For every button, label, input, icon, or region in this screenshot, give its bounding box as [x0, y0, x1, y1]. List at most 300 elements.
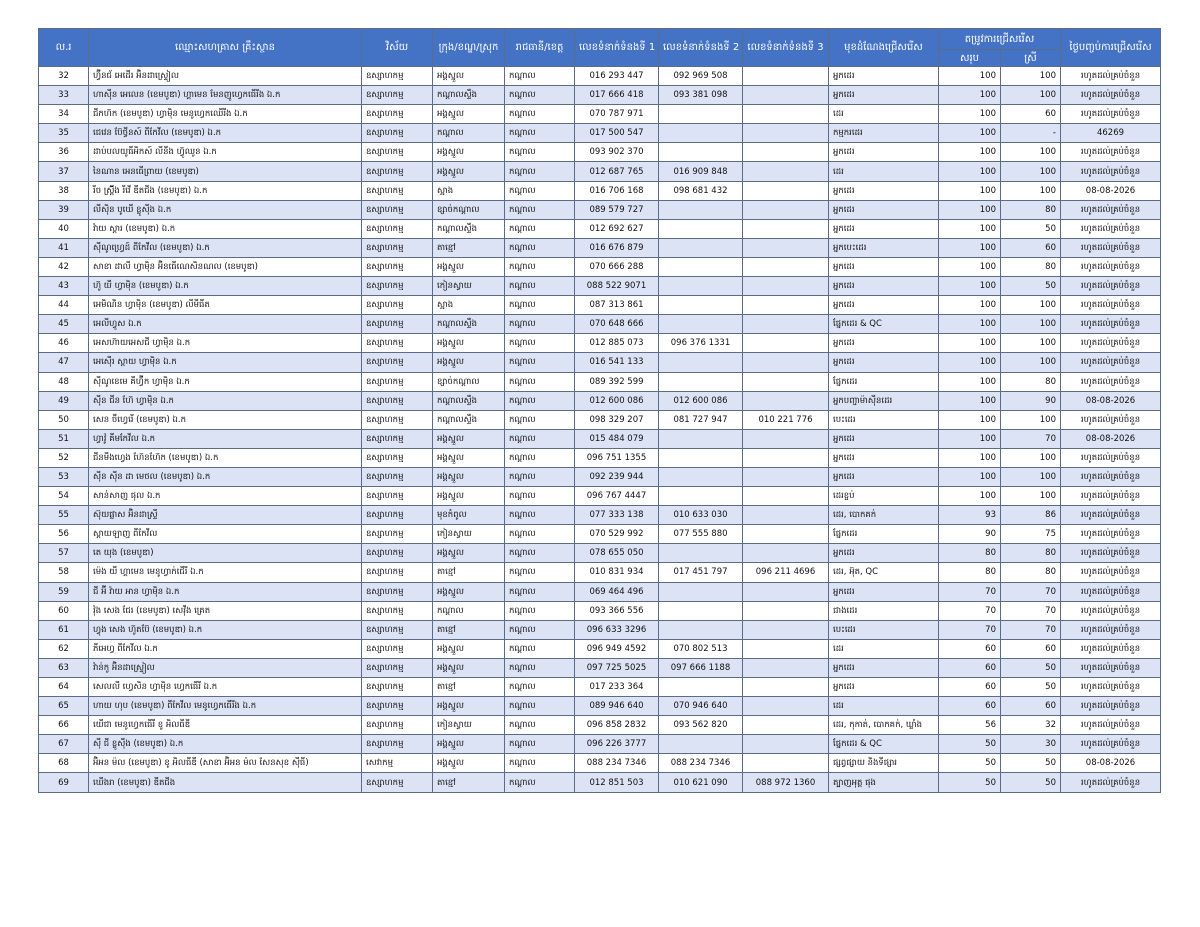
cell-phone-3	[743, 582, 829, 601]
table-row	[39, 639, 1161, 658]
cell-phone-3: 010 221 776	[743, 410, 829, 429]
cell-female: 50	[1001, 754, 1061, 773]
cell-district: អង្គស្នួល	[433, 143, 505, 162]
cell-phone-3	[743, 487, 829, 506]
cell-deadline: រហូតដល់គ្រប់ចំនួន	[1061, 525, 1161, 544]
cell-deadline: រហូតដល់គ្រប់ចំនួន	[1061, 86, 1161, 105]
cell-phone-2	[659, 200, 743, 219]
cell-female: 100	[1001, 86, 1061, 105]
cell-deadline: រហូតដល់គ្រប់ចំនួន	[1061, 372, 1161, 391]
cell-company: ស៊ីន ជីន ហ៊ែ ហ្វាម៉ិន ឯ.ក	[89, 391, 362, 410]
cell-phone-3	[743, 277, 829, 296]
cell-phone-2: 098 681 432	[659, 181, 743, 200]
cell-deadline: រហូតដល់គ្រប់ចំនួន	[1061, 697, 1161, 716]
cell-total: 60	[939, 678, 1001, 697]
cell-phone-3	[743, 181, 829, 200]
cell-no: 53	[39, 467, 89, 486]
cell-province: កណ្ដាល	[505, 448, 575, 467]
cell-phone-3	[743, 716, 829, 735]
cell-phone-2: 070 802 513	[659, 639, 743, 658]
cell-position: ផ្សព្វផ្សាយ និងទីផ្សារ	[829, 754, 939, 773]
table-row	[39, 334, 1161, 353]
cell-no: 68	[39, 754, 89, 773]
cell-company: ជី អ៊ី វ៉ាយ អាន ហ្វាម៉ិន ឯ.ក	[89, 582, 362, 601]
cell-phone-3	[743, 544, 829, 563]
cell-province: កណ្ដាល	[505, 429, 575, 448]
cell-female: 100	[1001, 487, 1061, 506]
cell-district: អង្គស្នួល	[433, 754, 505, 773]
cell-district: តាខ្មៅ	[433, 773, 505, 792]
cell-total: 100	[939, 487, 1001, 506]
cell-total: 56	[939, 716, 1001, 735]
cell-phone-3	[743, 353, 829, 372]
cell-province: កណ្ដាល	[505, 143, 575, 162]
cell-province: កណ្ដាល	[505, 620, 575, 639]
header-phone-3: លេខទំនាក់ទំនងទី 3	[743, 29, 829, 67]
cell-phone-1: 096 751 1355	[575, 448, 659, 467]
cell-position: អ្នកដេរ	[829, 86, 939, 105]
cell-total: 100	[939, 143, 1001, 162]
cell-female: 70	[1001, 620, 1061, 639]
cell-phone-1: 097 725 5025	[575, 658, 659, 677]
table-row	[39, 467, 1161, 486]
cell-phone-3	[743, 315, 829, 334]
cell-position: ដេរ	[829, 639, 939, 658]
cell-district: តាខ្មៅ	[433, 678, 505, 697]
header-total: សរុប	[939, 50, 1001, 67]
cell-deadline: រហូតដល់គ្រប់ចំនួន	[1061, 143, 1161, 162]
cell-company: សាខា ដាលី ហ្វាម៉ិន អ៊ិនធើណេសិនណល (ខេមបូឌា)	[89, 257, 362, 276]
cell-phone-3	[743, 219, 829, 238]
cell-total: 80	[939, 544, 1001, 563]
cell-company: ហ្វុង សេង ហ៊ូតប៊ែ (ខេមបូឌា) ឯ.ក	[89, 620, 362, 639]
cell-phone-3	[743, 506, 829, 525]
cell-province: កណ្ដាល	[505, 391, 575, 410]
cell-district: ស្អាង	[433, 181, 505, 200]
cell-phone-1: 089 946 640	[575, 697, 659, 716]
cell-no: 38	[39, 181, 89, 200]
cell-district: អង្គស្នួល	[433, 697, 505, 716]
header-female: ស្រី	[1001, 50, 1061, 67]
cell-sector: ឧស្សាហកម្ម	[362, 162, 433, 181]
cell-female: 90	[1001, 391, 1061, 410]
cell-phone-2: 010 633 030	[659, 506, 743, 525]
cell-position: ផ្នែកដេរ	[829, 372, 939, 391]
table-row	[39, 86, 1161, 105]
cell-total: 60	[939, 639, 1001, 658]
cell-sector: ឧស្សាហកម្ម	[362, 353, 433, 372]
cell-deadline: រហូតដល់គ្រប់ចំនួន	[1061, 219, 1161, 238]
table-row	[39, 67, 1161, 86]
cell-position: អ្នកដេរ	[829, 277, 939, 296]
cell-phone-1: 087 313 861	[575, 296, 659, 315]
cell-phone-1: 070 666 288	[575, 257, 659, 276]
cell-district: អង្គស្នួល	[433, 162, 505, 181]
cell-sector: ឧស្សាហកម្ម	[362, 773, 433, 792]
cell-district: កៀនស្វាយ	[433, 277, 505, 296]
cell-deadline: រហូតដល់គ្រប់ចំនួន	[1061, 200, 1161, 219]
cell-company: សេន ចឺហ្វេរើ (ខេមបូឌា) ឯ.ក	[89, 410, 362, 429]
cell-total: 100	[939, 353, 1001, 372]
cell-province: កណ្ដាល	[505, 563, 575, 582]
cell-sector: ឧស្សាហកម្ម	[362, 86, 433, 105]
cell-position: ត្បាញអុត្ត ផុង	[829, 773, 939, 792]
cell-company: តេ យុង (ខេមបូឌា)	[89, 544, 362, 563]
cell-deadline: រហូតដល់គ្រប់ចំនួន	[1061, 353, 1161, 372]
cell-sector: ឧស្សាហកម្ម	[362, 372, 433, 391]
cell-sector: ឧស្សាហកម្ម	[362, 448, 433, 467]
cell-province: កណ្ដាល	[505, 678, 575, 697]
cell-no: 54	[39, 487, 89, 506]
recruitment-table	[38, 28, 1161, 793]
cell-no: 55	[39, 506, 89, 525]
cell-female: 60	[1001, 697, 1061, 716]
cell-no: 49	[39, 391, 89, 410]
cell-total: 100	[939, 296, 1001, 315]
cell-female: 80	[1001, 372, 1061, 391]
cell-total: 100	[939, 86, 1001, 105]
cell-province: កណ្ដាល	[505, 372, 575, 391]
cell-female: 100	[1001, 67, 1061, 86]
cell-phone-3	[743, 525, 829, 544]
cell-province: កណ្ដាល	[505, 773, 575, 792]
cell-deadline: រហូតដល់គ្រប់ចំនួន	[1061, 544, 1161, 563]
cell-no: 52	[39, 448, 89, 467]
cell-province: កណ្ដាល	[505, 277, 575, 296]
cell-sector: ឧស្សាហកម្ម	[362, 467, 433, 486]
cell-phone-2: 096 376 1331	[659, 334, 743, 353]
cell-total: 100	[939, 448, 1001, 467]
cell-phone-2	[659, 143, 743, 162]
table-row	[39, 296, 1161, 315]
cell-district: អង្គស្នួល	[433, 353, 505, 372]
cell-deadline: 46269	[1061, 124, 1161, 143]
cell-sector: ឧស្សាហកម្ម	[362, 639, 433, 658]
cell-district: ខ្សាច់កណ្ដាល	[433, 372, 505, 391]
header-phone-1: លេខទំនាក់ទំនងទី 1	[575, 29, 659, 67]
table-row	[39, 143, 1161, 162]
table-row	[39, 410, 1161, 429]
cell-position: អ្នកដេរ	[829, 219, 939, 238]
cell-sector: ឧស្សាហកម្ម	[362, 181, 433, 200]
cell-province: កណ្ដាល	[505, 487, 575, 506]
table-header	[39, 29, 1161, 67]
cell-deadline: រហូតដល់គ្រប់ចំនួន	[1061, 506, 1161, 525]
cell-sector: ឧស្សាហកម្ម	[362, 238, 433, 257]
cell-province: កណ្ដាល	[505, 467, 575, 486]
cell-deadline: រហូតដល់គ្រប់ចំនួន	[1061, 67, 1161, 86]
cell-phone-1: 077 333 138	[575, 506, 659, 525]
cell-female: 60	[1001, 639, 1061, 658]
cell-phone-3	[743, 620, 829, 639]
cell-position: អ្នកដេរ	[829, 181, 939, 200]
cell-no: 32	[39, 67, 89, 86]
cell-phone-1: 093 366 556	[575, 601, 659, 620]
cell-company: ស៊ី ជី ខ្លូស៊ីង (ខេមបូឌា) ឯ.ក	[89, 735, 362, 754]
cell-female: 100	[1001, 181, 1061, 200]
cell-position: អ្នកដេរ	[829, 200, 939, 219]
cell-company: វ៉ាយ ស្តារ (ខេមបូឌា) ឯ.ក	[89, 219, 362, 238]
cell-company: ហ៊ូ យី ហ្វាម៉ិន (ខេមបូឌា) ឯ.ក	[89, 277, 362, 296]
cell-phone-2: 077 555 880	[659, 525, 743, 544]
cell-province: កណ្ដាល	[505, 296, 575, 315]
cell-total: 100	[939, 200, 1001, 219]
cell-deadline: 08-08-2026	[1061, 429, 1161, 448]
cell-phone-3	[743, 124, 829, 143]
cell-company: អេលីហ្វូស ឯ.ក	[89, 315, 362, 334]
cell-phone-2	[659, 582, 743, 601]
cell-deadline: រហូតដល់គ្រប់ចំនួន	[1061, 296, 1161, 315]
cell-sector: ឧស្សាហកម្ម	[362, 735, 433, 754]
table-row	[39, 353, 1161, 372]
cell-deadline: រហូតដល់គ្រប់ចំនួន	[1061, 487, 1161, 506]
cell-province: កណ្ដាល	[505, 410, 575, 429]
cell-total: 80	[939, 563, 1001, 582]
cell-deadline: រហូតដល់គ្រប់ចំនួន	[1061, 315, 1161, 334]
cell-total: 90	[939, 525, 1001, 544]
cell-province: កណ្ដាល	[505, 716, 575, 735]
cell-company: ស៊ីណូហ្វ្រេដ៍ ពីកែវីល (ខេមបូឌា) ឯ.ក	[89, 238, 362, 257]
cell-female: 100	[1001, 353, 1061, 372]
table-row	[39, 372, 1161, 391]
cell-province: កណ្ដាល	[505, 86, 575, 105]
cell-deadline: រហូតដល់គ្រប់ចំនួន	[1061, 105, 1161, 124]
cell-phone-2: 012 600 086	[659, 391, 743, 410]
cell-phone-2: 088 234 7346	[659, 754, 743, 773]
cell-phone-2: 092 969 508	[659, 67, 743, 86]
cell-total: 100	[939, 67, 1001, 86]
cell-total: 60	[939, 658, 1001, 677]
cell-phone-1: 012 687 765	[575, 162, 659, 181]
cell-phone-1: 089 579 727	[575, 200, 659, 219]
cell-phone-1: 012 692 627	[575, 219, 659, 238]
table-row	[39, 582, 1161, 601]
table-row	[39, 238, 1161, 257]
cell-sector: ឧស្សាហកម្ម	[362, 678, 433, 697]
cell-no: 57	[39, 544, 89, 563]
cell-female: 100	[1001, 334, 1061, 353]
cell-phone-2: 093 381 098	[659, 86, 743, 105]
cell-position: ដេរ, អ៊ុត, QC	[829, 563, 939, 582]
cell-no: 37	[39, 162, 89, 181]
cell-deadline: រហូតដល់គ្រប់ចំនួន	[1061, 277, 1161, 296]
cell-position: អ្នកដេរ	[829, 67, 939, 86]
cell-phone-3	[743, 238, 829, 257]
cell-sector: ឧស្សាហកម្ម	[362, 257, 433, 276]
cell-company: នៃណាន អេនធើព្រាយ (ខេមបូឌា)	[89, 162, 362, 181]
cell-position: អ្នកដេរ	[829, 582, 939, 601]
cell-district: តាខ្មៅ	[433, 563, 505, 582]
cell-sector: ឧស្សាហកម្ម	[362, 487, 433, 506]
cell-phone-2	[659, 277, 743, 296]
table-row	[39, 315, 1161, 334]
header-position: មុខដំណែងជ្រើសរើស	[829, 29, 939, 67]
cell-phone-1: 088 234 7346	[575, 754, 659, 773]
cell-position: អ្នកដេរ	[829, 257, 939, 276]
cell-phone-1: 017 666 418	[575, 86, 659, 105]
table-row	[39, 773, 1161, 792]
cell-no: 50	[39, 410, 89, 429]
cell-phone-3: 096 211 4696	[743, 563, 829, 582]
cell-no: 51	[39, 429, 89, 448]
cell-phone-2	[659, 372, 743, 391]
table-row	[39, 678, 1161, 697]
cell-phone-2	[659, 105, 743, 124]
cell-sector: ឧស្សាហកម្ម	[362, 506, 433, 525]
table-row	[39, 219, 1161, 238]
cell-total: 100	[939, 334, 1001, 353]
cell-deadline: រហូតដល់គ្រប់ចំនួន	[1061, 257, 1161, 276]
cell-district: កណ្ដាលស្ទឹង	[433, 86, 505, 105]
table-row	[39, 200, 1161, 219]
cell-sector: ឧស្សាហកម្ម	[362, 582, 433, 601]
cell-position: អ្នកដេរ	[829, 429, 939, 448]
cell-no: 48	[39, 372, 89, 391]
cell-female: 60	[1001, 238, 1061, 257]
table-row	[39, 391, 1161, 410]
cell-no: 43	[39, 277, 89, 296]
cell-position: ដេរ	[829, 105, 939, 124]
cell-phone-3	[743, 429, 829, 448]
cell-company: យើជា មេនូហ្វេកធើរី ខូ អិលធីឌី	[89, 716, 362, 735]
cell-sector: ឧស្សាហកម្ម	[362, 315, 433, 334]
cell-female: 50	[1001, 773, 1061, 792]
cell-position: អ្នកដេរ	[829, 467, 939, 486]
cell-sector: ឧស្សាហកម្ម	[362, 219, 433, 238]
cell-province: កណ្ដាល	[505, 219, 575, 238]
cell-no: 56	[39, 525, 89, 544]
cell-phone-3	[743, 105, 829, 124]
cell-phone-1: 017 233 364	[575, 678, 659, 697]
cell-province: កណ្ដាល	[505, 639, 575, 658]
cell-position: ដេរ, កុកាត់, បោកគក់, ឃ្លាំង	[829, 716, 939, 735]
cell-district: កណ្ដាល	[433, 601, 505, 620]
cell-position: អ្នកដេរ	[829, 678, 939, 697]
cell-province: កណ្ដាល	[505, 181, 575, 200]
cell-phone-2: 093 562 820	[659, 716, 743, 735]
cell-district: អង្គស្នួល	[433, 467, 505, 486]
cell-sector: ឧស្សាហកម្ម	[362, 697, 433, 716]
cell-phone-3	[743, 257, 829, 276]
header-province: រាជធានី/ខេត្ត	[505, 29, 575, 67]
cell-deadline: រហូតដល់គ្រប់ចំនួន	[1061, 620, 1161, 639]
cell-phone-2	[659, 448, 743, 467]
cell-phone-3	[743, 372, 829, 391]
cell-position: បេះដេរ	[829, 410, 939, 429]
cell-company: វ៉ុង សេង ជែរ (ខេមបូឌា) សេវ៉ីង គ្រេត	[89, 601, 362, 620]
cell-phone-1: 012 885 073	[575, 334, 659, 353]
cell-district: អង្គស្នួល	[433, 582, 505, 601]
cell-deadline: រហូតដល់គ្រប់ចំនួន	[1061, 773, 1161, 792]
cell-sector: សេវាកម្ម	[362, 754, 433, 773]
cell-district: កណ្ដាលស្ទឹង	[433, 315, 505, 334]
table-row	[39, 277, 1161, 296]
cell-female: 50	[1001, 658, 1061, 677]
cell-phone-2: 017 451 797	[659, 563, 743, 582]
cell-company: ស្តាយឡាញ ពីកែវីល	[89, 525, 362, 544]
cell-no: 39	[39, 200, 89, 219]
cell-company: ដាប់បលយូធីអិកស៍ លីនីង ហ៊្វូឈូន ឯ.ក	[89, 143, 362, 162]
cell-phone-2	[659, 296, 743, 315]
cell-phone-2	[659, 315, 743, 334]
cell-deadline: រហូតដល់គ្រប់ចំនួន	[1061, 658, 1161, 677]
cell-no: 65	[39, 697, 89, 716]
table-body	[39, 67, 1161, 793]
cell-company: សាន់សាញ ផុល ឯ.ក	[89, 487, 362, 506]
table-row	[39, 601, 1161, 620]
cell-phone-2: 081 727 947	[659, 410, 743, 429]
cell-position: ផ្នែកដេរ	[829, 525, 939, 544]
cell-total: 100	[939, 429, 1001, 448]
cell-company: ហាយ ហុប (ខេមបូឌា) ពីកែវីល មេនូហ្វេកធើរីង ឯ.ក	[89, 697, 362, 716]
cell-female: 100	[1001, 467, 1061, 486]
cell-female: 100	[1001, 143, 1061, 162]
cell-company: ហាស៊ីន អេលេន (ខេមបូឌា) ហ្គាមេន មែនញូហ្វេកធើរីង ឯ.ក	[89, 86, 362, 105]
cell-no: 42	[39, 257, 89, 276]
cell-province: កណ្ដាល	[505, 658, 575, 677]
cell-phone-3	[743, 754, 829, 773]
cell-phone-3	[743, 448, 829, 467]
header-no: ល.រ	[39, 29, 89, 67]
table-row	[39, 754, 1161, 773]
cell-position: ដេរ	[829, 162, 939, 181]
cell-female: 100	[1001, 315, 1061, 334]
cell-position: អ្នកបេះដេរ	[829, 238, 939, 257]
cell-province: កណ្ដាល	[505, 105, 575, 124]
cell-position: ជាងដេរ	[829, 601, 939, 620]
table-row	[39, 124, 1161, 143]
cell-no: 34	[39, 105, 89, 124]
cell-total: 60	[939, 697, 1001, 716]
cell-sector: ឧស្សាហកម្ម	[362, 620, 433, 639]
cell-phone-2	[659, 735, 743, 754]
cell-phone-2: 016 909 848	[659, 162, 743, 181]
cell-total: 100	[939, 124, 1001, 143]
cell-total: 100	[939, 181, 1001, 200]
cell-company: អេសហ៊ាយអេសជី ហ្វាម៉ិន ឯ.ក	[89, 334, 362, 353]
cell-province: កណ្ដាល	[505, 67, 575, 86]
cell-total: 50	[939, 735, 1001, 754]
cell-female: 100	[1001, 410, 1061, 429]
cell-phone-1: 016 541 133	[575, 353, 659, 372]
cell-district: អង្គស្នួល	[433, 658, 505, 677]
cell-deadline: រហូតដល់គ្រប់ចំនួន	[1061, 238, 1161, 257]
cell-phone-3	[743, 162, 829, 181]
cell-company: ហ្វាវ៉ូ គីមកែវីល ឯ.ក	[89, 429, 362, 448]
cell-position: កម្មករដេរ	[829, 124, 939, 143]
cell-female: 50	[1001, 277, 1061, 296]
cell-sector: ឧស្សាហកម្ម	[362, 105, 433, 124]
table-row	[39, 563, 1161, 582]
table-row	[39, 506, 1161, 525]
cell-total: 100	[939, 257, 1001, 276]
cell-phone-1: 098 329 207	[575, 410, 659, 429]
cell-female: 60	[1001, 105, 1061, 124]
cell-total: 100	[939, 467, 1001, 486]
cell-total: 70	[939, 582, 1001, 601]
cell-phone-1: 012 600 086	[575, 391, 659, 410]
cell-position: អ្នកដេរ	[829, 353, 939, 372]
cell-province: កណ្ដាល	[505, 697, 575, 716]
cell-province: កណ្ដាល	[505, 601, 575, 620]
cell-no: 40	[39, 219, 89, 238]
cell-district: អង្គស្នួល	[433, 257, 505, 276]
cell-company: ជេវេន ប៊ែថ្វីនស៍ ពីកែវីល (ខេមបូឌា) ឯ.ក	[89, 124, 362, 143]
cell-total: 100	[939, 410, 1001, 429]
cell-district: អង្គស្នួល	[433, 334, 505, 353]
cell-district: អង្គស្នួល	[433, 544, 505, 563]
cell-district: អង្គស្នួល	[433, 487, 505, 506]
